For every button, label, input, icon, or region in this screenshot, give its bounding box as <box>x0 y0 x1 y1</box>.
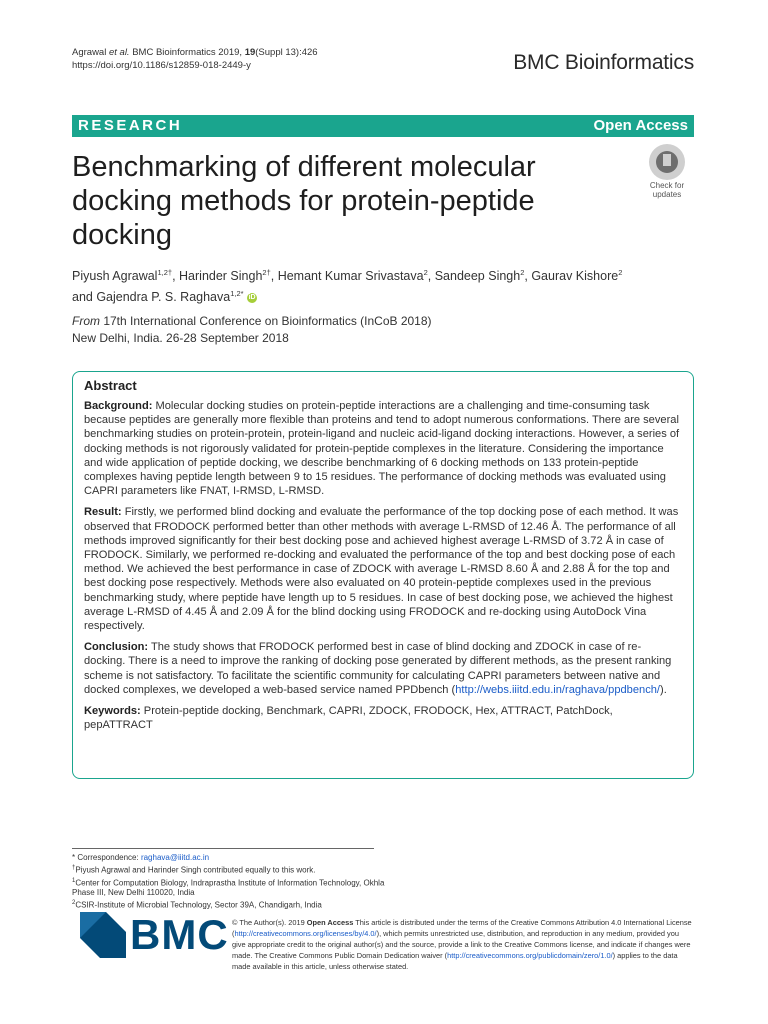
abstract-keywords <box>84 704 682 732</box>
license-text <box>232 917 694 972</box>
check-updates-line1: Check for <box>649 181 685 190</box>
author-name[interactable]: , Gaurav Kishore <box>524 269 619 284</box>
abstract-background <box>84 399 682 498</box>
abstract-result <box>84 505 682 633</box>
citation <box>72 46 318 72</box>
correspondence-label: * Correspondence: <box>72 853 141 862</box>
article-type-label: RESEARCH <box>78 117 183 134</box>
license-part4: ) applies to the data made available in this article, unless otherwise stated. <box>232 951 678 971</box>
conference-name: 17th International Conference on Bioinformatics (InCoB 2018) <box>100 314 432 328</box>
background-label: Background: <box>84 400 153 412</box>
article-title: Benchmarking of different molecular docking methods for protein-peptide docking <box>72 151 536 251</box>
check-for-updates-icon <box>649 144 685 180</box>
author-affil-sup: 2† <box>262 268 271 277</box>
orcid-icon[interactable]: iD <box>248 294 256 302</box>
result-text: Firstly, we performed blind docking and evaluate the performance of the top docking pose of each method. It was observed that FRODOCK performed better than other methods with average L-RMSD of 12.46 Å. The performance of all methods improved significantly for their best docking pose and achieved highest average L-RMSD of 3.72 Å in case of FRODOCK. Similarly, we performed re-docking and evaluated the performance of the top and best docking pose of each method. We achieved the best performance in case of ZDOCK with average L-RMSD 8.60 Å and 2.88 Å for the top and best docking pose respectively. Methods were also evaluated on 40 protein-peptide complexes used in the previous benchmarking study, where peptide have length up to 5 residues. In case of best docking pose, we achieved the highest average L-RMSD of 4.45 Å and 2.09 Å for the blind docking using FRODOCK and re-docking using AutoDock Vina respectively. <box>84 506 679 633</box>
license-copyright: © The Author(s). 2019 <box>232 918 307 927</box>
abstract-conclusion <box>84 640 682 697</box>
conclusion-text: The study shows that FRODOCK performed best in case of blind docking and ZDOCK in case of re-docking. There is a need to improve the ranking of docking pose generated by different methods, as the present ranking scheme is not satisfactory. To facilitate the scientific community for calculating CAPRI parameters between native and docked complexes, we developed a web-based service named PPDbench ( <box>84 641 672 696</box>
author-affil-sup: 2 <box>618 268 623 277</box>
conclusion-end: ). <box>660 683 667 696</box>
author-affil-sup: 2 <box>423 268 428 277</box>
check-for-updates-button[interactable] <box>639 144 695 208</box>
ppdbench-link[interactable]: http://webs.iiitd.edu.in/raghava/ppdbench/ <box>455 683 660 696</box>
conference-info <box>72 313 432 347</box>
article-type-bar <box>72 115 694 137</box>
author-name[interactable]: , Hemant Kumar Srivastava <box>270 269 424 284</box>
citation-volume: 19 <box>244 47 256 58</box>
doi-link[interactable]: https://doi.org/10.1186/s12859-018-2449-y <box>72 60 251 71</box>
license-part2: This article is distributed under the terms of the Creative Commons Attribution 4.0 International License ( <box>232 918 692 938</box>
conference-location: New Delhi, India. 26-28 September 2018 <box>72 331 289 345</box>
conclusion-label: Conclusion: <box>84 641 149 654</box>
open-access-label: Open Access <box>593 117 688 134</box>
author-affil-sup: 1,2* <box>230 289 244 299</box>
check-updates-line2: updates <box>652 190 682 199</box>
bmc-logo <box>80 910 230 960</box>
license-link[interactable]: http://creativecommons.org/licenses/by/4.0/ <box>234 929 377 938</box>
affiliation-sup: 2 <box>72 900 76 907</box>
journal-name: BMC Bioinformatics <box>513 51 694 74</box>
keywords-text: Protein-peptide docking, Benchmark, CAPRI, ZDOCK, FRODOCK, Hex, ATTRACT, PatchDock, pepATTRACT <box>84 705 613 732</box>
equal-contrib-sup: † <box>72 865 76 871</box>
affiliation-1: Center for Computation Biology, Indraprastha Institute of Information Technology, Okhla Phase III, New Delhi 110020, India <box>72 878 385 898</box>
footnote-divider <box>72 848 374 849</box>
license-open-access: Open Access <box>306 918 354 927</box>
citation-etal: et al. <box>108 47 130 58</box>
abstract-heading: Abstract <box>84 378 137 393</box>
license-part3: ), which permits unrestricted use, distribution, and reproduction in any medium, provided you give appropriate credit to the original author(s) and the source, provide a link to the Creative Commons license, and indicate if changes were made. The Creative Commons Public Domain Dedication waiver ( <box>232 929 691 960</box>
background-text: Molecular docking studies on protein-peptide interactions are a challenging and time-consuming task because peptides are generally more flexible than proteins and tend to adopt numerous conformations. There are several benchmarking studies on protein-protein, protein-ligand and nucleic acid-ligand docking interactions. However, a series of docking methods is not rigorously validated for protein-peptide complexes in the literature. Considering the importance and wide application of peptide docking, we describe benchmarking of 6 docking methods on 133 protein-peptide complexes having peptide length between 9 to 15 residues. The performance of docking methods was evaluated using CAPRI parameters like FNAT, I-RMSD, L-RMSD. <box>84 400 680 498</box>
author-name[interactable]: Piyush Agrawal <box>72 269 158 284</box>
bmc-logo-icon <box>80 912 126 958</box>
author-name[interactable]: and Gajendra P. S. Raghava <box>72 290 231 305</box>
author-name[interactable]: , Harinder Singh <box>172 269 263 284</box>
bmc-logo-text: BMC <box>130 911 229 958</box>
author-list <box>72 264 692 306</box>
affiliation-sup: 1 <box>72 877 76 884</box>
keywords-label: Keywords: <box>84 705 141 718</box>
footnotes <box>72 853 402 911</box>
author-name[interactable]: , Sandeep Singh <box>427 269 521 284</box>
citation-rest: (Suppl 13):426 <box>255 47 318 58</box>
public-domain-link[interactable]: http://creativecommons.org/publicdomain/zero/1.0/ <box>447 951 613 960</box>
citation-authors: Agrawal <box>72 47 109 58</box>
result-label: Result: <box>84 506 122 519</box>
equal-contribution-note: Piyush Agrawal and Harinder Singh contributed equally to this work. <box>75 865 316 875</box>
author-affil-sup: 2 <box>520 268 525 277</box>
abstract-box <box>72 371 694 779</box>
author-affil-sup: 1,2† <box>157 268 173 277</box>
correspondence-email-link[interactable]: raghava@iiitd.ac.in <box>140 853 210 862</box>
citation-journal: BMC Bioinformatics 2019, <box>129 47 245 58</box>
from-label: From <box>72 314 100 328</box>
affiliation-2: CSIR-Institute of Microbial Technology, Sector 39A, Chandigarh, India <box>75 900 322 910</box>
